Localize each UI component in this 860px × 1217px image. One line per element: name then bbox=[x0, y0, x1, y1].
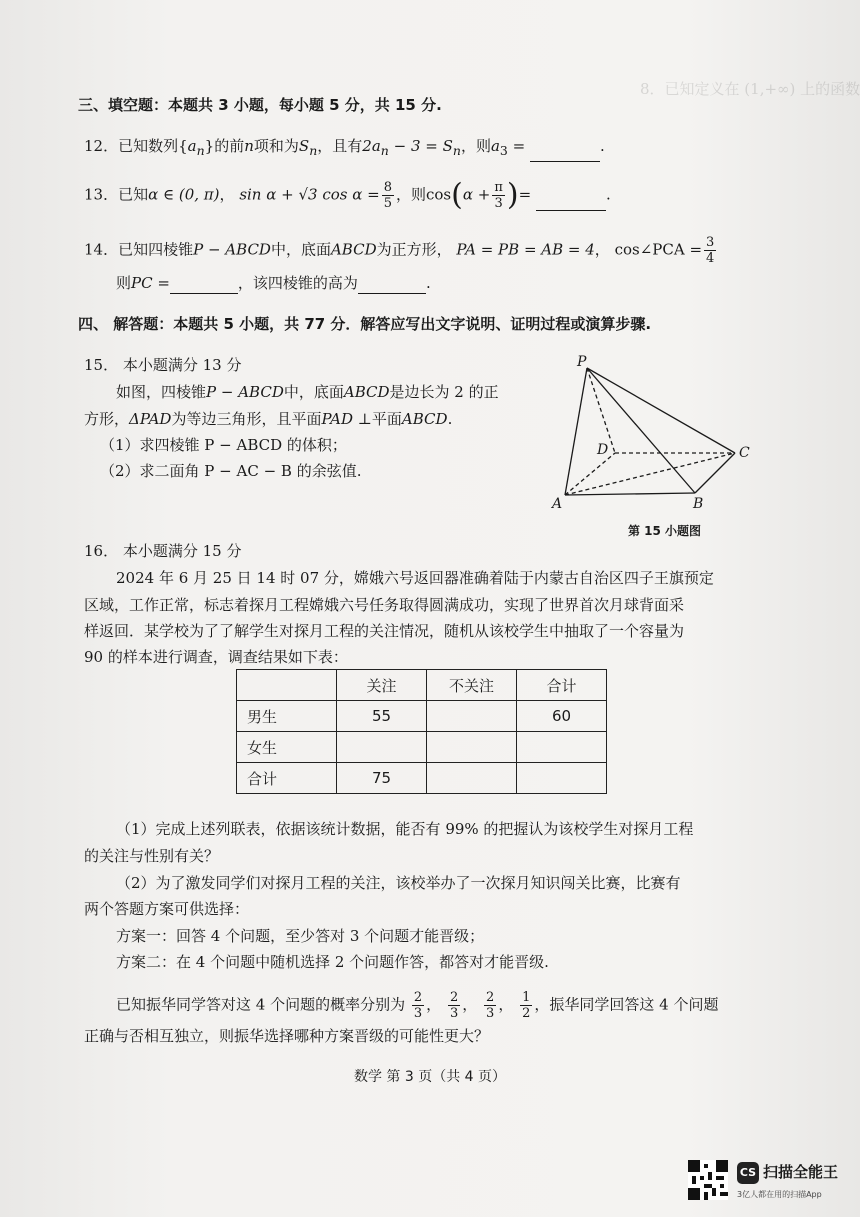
page-footer: 数学 第 3 页（共 4 页） bbox=[353, 1069, 507, 1085]
table-cell: 合计 bbox=[237, 763, 337, 794]
answer-blank-13[interactable] bbox=[536, 194, 606, 211]
table-cell[interactable] bbox=[337, 732, 427, 763]
edge-AD bbox=[565, 453, 615, 495]
scanner-tagline: 3亿人都在用的扫描App bbox=[737, 1190, 822, 1199]
q16-line2: 区域，工作正常，标志着探月工程嫦娥六号任务取得圆满成功，实现了世界首次月球背面采 bbox=[84, 596, 685, 614]
label-D: D bbox=[597, 442, 609, 458]
table-cell[interactable] bbox=[427, 701, 517, 732]
qr-code-icon bbox=[688, 1160, 728, 1200]
q16-prob-line2: 正确与否相互独立，则振华选择哪种方案晋级的可能性更大？ bbox=[84, 1027, 490, 1045]
table-row bbox=[237, 763, 607, 794]
edge-BC bbox=[695, 453, 735, 493]
table-cell: 60 bbox=[517, 701, 607, 732]
q16-part2a: （2）为了激发同学们对探月工程的关注，该校举办了一次探月知识闯关比赛，比赛有 bbox=[116, 874, 681, 892]
label-P: P bbox=[577, 354, 587, 370]
contingency-table bbox=[236, 669, 607, 794]
table-cell: 合计 bbox=[517, 670, 607, 701]
bleed-through: 8．已知定义在 (1,+∞) 上的函数 bbox=[640, 80, 860, 98]
camscanner-logo-icon: CS bbox=[737, 1162, 759, 1184]
question-14-line1: 14．已知四棱锥P − ABCD中，底面ABCD为正方形， PA = PB = AB = 4， cos∠PCA = $\frac{3}{4}$ bbox=[84, 235, 715, 266]
q16-part1b: 的关注与性别有关？ bbox=[84, 847, 220, 865]
q15-part2: （2）求二面角 P − AC − B 的余弦值. bbox=[100, 462, 362, 480]
edge-PA bbox=[565, 368, 587, 495]
table-cell: 男生 bbox=[237, 701, 337, 732]
q16-prob-line: 已知振华同学答对这 4 个问题的概率分别为 $\frac{2}{3}$ ， $\frac{2}{3}$ ， $\frac{2}{3}$ ， $\frac{1}{2}$ ，振华同学回答这 4 个问题 bbox=[116, 990, 719, 1021]
table-cell: 女生 bbox=[237, 732, 337, 763]
table-cell[interactable] bbox=[517, 763, 607, 794]
question-12: 12．已知数列$\{a_n\}$的前n项和为$S_n$，且有$2a_n - 3 = S_n$，则$a_3$ = . bbox=[84, 135, 605, 162]
answer-blank-12[interactable] bbox=[530, 145, 600, 162]
q16-plan2: 方案二：在 4 个问题中随机选择 2 个问题作答，都答对才能晋级. bbox=[116, 953, 549, 971]
q15-part1: （1）求四棱锥 P − ABCD 的体积； bbox=[100, 436, 347, 454]
table-cell: 55 bbox=[337, 701, 427, 732]
q15-line1: 如图，四棱锥P − ABCD中，底面ABCD是边长为 2 的正 bbox=[116, 383, 499, 401]
q16-line1: 2024 年 6 月 25 日 14 时 07 分，嫦娥六号返回器准确着陆于内蒙古自治区四子王旗预定 bbox=[116, 569, 714, 587]
table-header-row bbox=[237, 670, 607, 701]
q16-plan1: 方案一：回答 4 个问题，至少答对 3 个问题才能晋级； bbox=[116, 927, 485, 945]
q16-title: 16． 本小题满分 15 分 bbox=[84, 542, 242, 560]
label-B: B bbox=[693, 496, 704, 512]
answer-blank-14b[interactable] bbox=[358, 277, 426, 294]
question-14-line2: 则PC = ，该四棱锥的高为 . bbox=[116, 274, 431, 292]
pyramid-figure bbox=[540, 350, 770, 545]
q15-title: 15． 本小题满分 13 分 bbox=[84, 356, 242, 374]
section3-header: 三、填空题：本题共 3 小题，每小题 5 分，共 15 分. bbox=[78, 96, 442, 114]
q16-part2b: 两个答题方案可供选择： bbox=[84, 900, 250, 918]
edge-PB bbox=[587, 368, 695, 493]
label-C: C bbox=[739, 445, 750, 461]
scanner-app-name: 扫描全能王 bbox=[763, 1163, 839, 1181]
q16-line4: 90 的样本进行调查，调查结果如下表： bbox=[84, 648, 348, 666]
edge-PC bbox=[587, 368, 735, 453]
question-13: 13．已知α ∈ (0, π)， sin α + √3 cos α = $\frac{8}{5}$ ，则cos(α + $\frac{\pi}{3}$ )= . bbox=[84, 177, 611, 213]
edge-AB bbox=[565, 493, 695, 495]
table-cell bbox=[237, 670, 337, 701]
diag-AC bbox=[565, 453, 735, 495]
edge-PD bbox=[587, 368, 615, 453]
table-cell: 不关注 bbox=[427, 670, 517, 701]
section4-header: 四、 解答题：本题共 5 小题，共 77 分．解答应写出文字说明、证明过程或演算步骤. bbox=[78, 315, 652, 333]
table-cell[interactable] bbox=[517, 732, 607, 763]
q16-line3: 样返回．某学校为了了解学生对探月工程的关注情况，随机从该校学生中抽取了一个容量为 bbox=[84, 622, 685, 640]
table-cell[interactable] bbox=[427, 732, 517, 763]
q16-part1a: （1）完成上述列联表，依据该统计数据，能否有 99% 的把握认为该校学生对探月工程 bbox=[116, 820, 694, 838]
label-A: A bbox=[552, 496, 563, 512]
table-row bbox=[237, 701, 607, 732]
table-cell[interactable] bbox=[427, 763, 517, 794]
figure-caption: 第 15 小题图 bbox=[628, 524, 702, 538]
table-row bbox=[237, 732, 607, 763]
q15-line2: 方形，ΔPAD为等边三角形，且平面PAD ⊥平面ABCD. bbox=[84, 410, 453, 428]
answer-blank-14a[interactable] bbox=[170, 277, 238, 294]
table-cell: 75 bbox=[337, 763, 427, 794]
table-cell: 关注 bbox=[337, 670, 427, 701]
